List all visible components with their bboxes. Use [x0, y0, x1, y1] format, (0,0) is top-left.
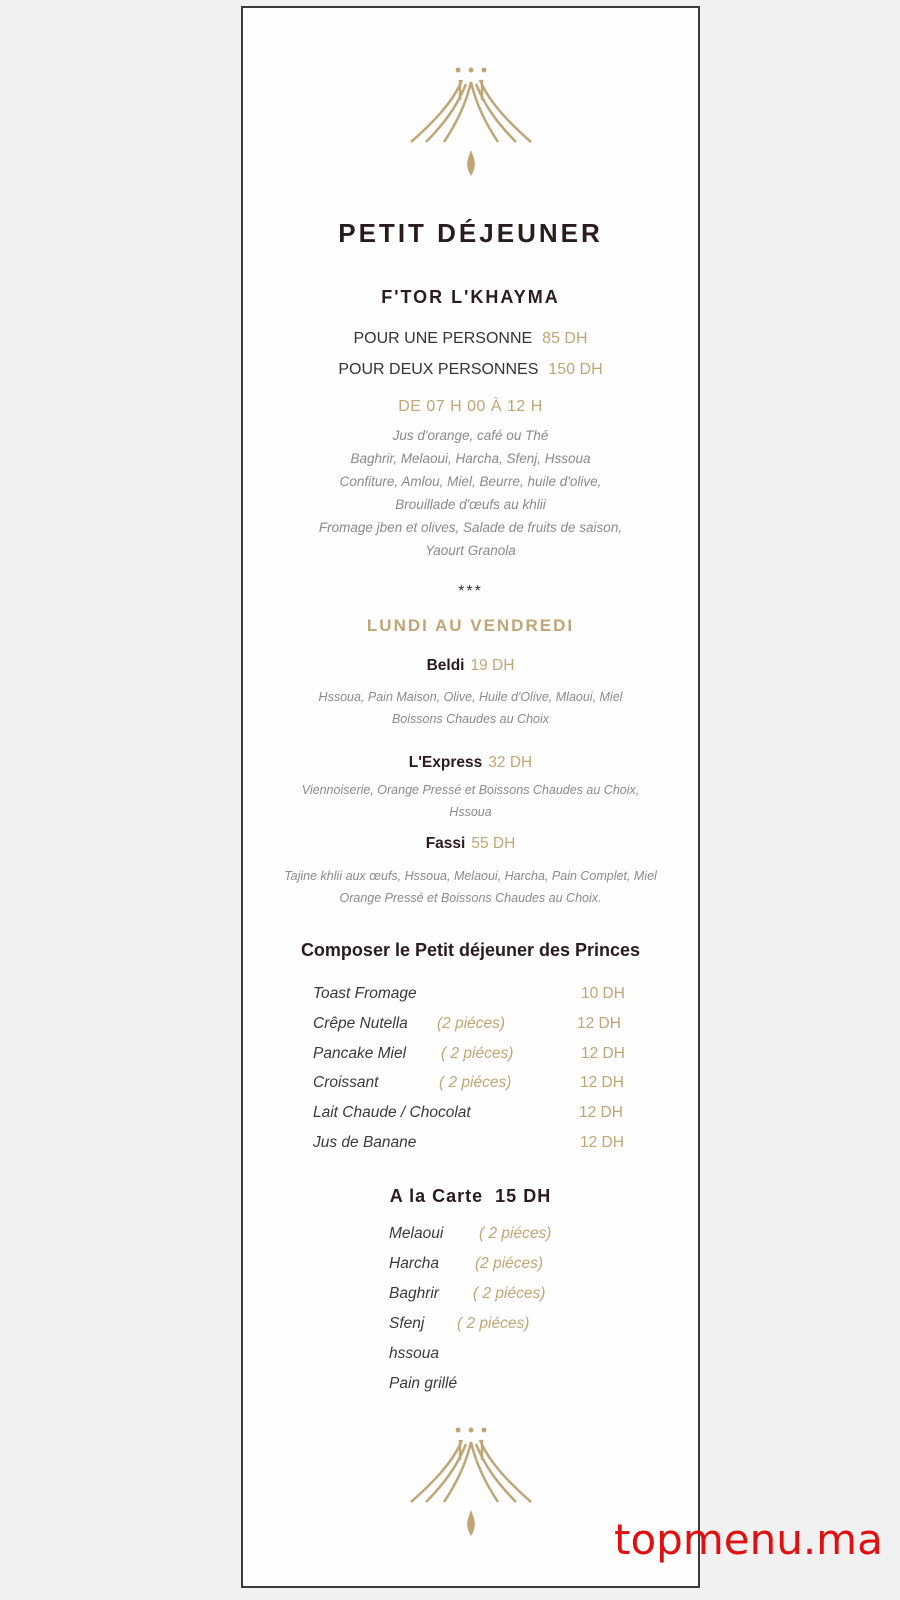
- desc-line: Hssoua, Pain Maison, Olive, Huile d'Olive, Mlaoui, Miel: [318, 690, 623, 704]
- item-beldi: [243, 657, 698, 675]
- item-price: 32 DH: [488, 754, 533, 771]
- item-fassi-desc: [243, 865, 698, 909]
- carte-heading: [243, 1186, 698, 1207]
- desc-line: Yaourt Granola: [425, 543, 516, 558]
- option-price: 150 DH: [548, 361, 603, 378]
- separator: ***: [458, 583, 483, 600]
- carte-title: A la Carte: [389, 1186, 484, 1206]
- carte-item-name: Harcha: [389, 1255, 439, 1272]
- item-beldi-desc: [243, 686, 698, 730]
- princes-item-price: 12 DH: [579, 1104, 623, 1121]
- desc-line: Tajine khlii aux œufs, Hssoua, Melaoui, Harcha, Pain Complet, Miel: [284, 869, 657, 883]
- princes-item-name: Pancake Miel: [313, 1045, 407, 1062]
- princes-item-pieces: ( 2 piéces): [439, 1074, 512, 1091]
- carte-item-name: Melaoui: [389, 1225, 444, 1242]
- item-name: L'Express: [408, 754, 483, 771]
- ftor-option-double: [243, 361, 698, 379]
- desc-line: Baghrir, Melaoui, Harcha, Sfenj, Hssoua: [350, 451, 591, 466]
- desc-line: Orange Pressé et Boissons Chaudes au Choix.: [339, 891, 602, 905]
- ftor-heading: F'TOR L'KHAYMA: [381, 287, 560, 307]
- princes-item-name: Jus de Banane: [313, 1134, 417, 1151]
- watermark-text: topmenu.ma: [614, 1515, 883, 1564]
- carte-item-pieces: ( 2 piéces): [479, 1225, 552, 1242]
- carte-item-name: hssoua: [389, 1345, 439, 1362]
- carte-item-name: Pain grillé: [389, 1375, 458, 1392]
- carte-price: 15 DH: [495, 1186, 552, 1206]
- princes-item-name: Crêpe Nutella: [313, 1015, 408, 1032]
- princes-item-price: 12 DH: [580, 1074, 624, 1091]
- desc-line: Brouillade d'œufs au khlii: [395, 497, 546, 512]
- princes-item-price: 12 DH: [577, 1015, 621, 1032]
- desc-line: Hssoua: [449, 805, 492, 819]
- weekday-heading: LUNDI AU VENDREDI: [366, 616, 575, 635]
- desc-line: Fromage jben et olives, Salade de fruits de saison,: [318, 520, 623, 535]
- desc-line: Confiture, Amlou, Miel, Beurre, huile d'olive,: [339, 474, 602, 489]
- princes-heading: Composer le Petit déjeuner des Princes: [300, 940, 641, 960]
- ftor-option-single: [243, 330, 698, 348]
- princes-item-price: 10 DH: [581, 985, 625, 1002]
- ftor-hours: DE 07 H 00 À 12 H: [398, 398, 543, 415]
- princes-item-price: 12 DH: [581, 1045, 625, 1062]
- carte-item-pieces: ( 2 piéces): [457, 1315, 530, 1332]
- ftor-description: [243, 424, 698, 562]
- item-express-desc: [243, 779, 698, 823]
- menu-page: [241, 6, 700, 1588]
- item-name: Beldi: [426, 657, 465, 674]
- desc-line: Jus d'orange, café ou Thé: [392, 428, 549, 443]
- item-express: [243, 754, 698, 772]
- item-fassi: [243, 835, 698, 853]
- princes-item-price: 12 DH: [580, 1134, 624, 1151]
- carte-item-name: Sfenj: [389, 1315, 425, 1332]
- carte-item-name: Baghrir: [389, 1285, 439, 1302]
- desc-line: Viennoiserie, Orange Pressé et Boissons Chaudes au Choix,: [301, 783, 640, 797]
- desc-line: Boissons Chaudes au Choix: [391, 712, 550, 726]
- princes-item-pieces: ( 2 piéces): [441, 1045, 514, 1062]
- princes-item-name: Toast Fromage: [313, 985, 417, 1002]
- princes-item-name: Lait Chaude / Chocolat: [313, 1104, 471, 1121]
- option-label: POUR DEUX PERSONNES: [338, 361, 539, 378]
- crown-logo-icon: [406, 60, 536, 180]
- item-name: Fassi: [425, 835, 466, 852]
- option-label: POUR UNE PERSONNE: [353, 330, 533, 347]
- princes-item-name: Croissant: [313, 1074, 379, 1091]
- carte-item-pieces: ( 2 piéces): [473, 1285, 546, 1302]
- carte-item-pieces: (2 piéces): [475, 1255, 544, 1272]
- menu-title: PETIT DÉJEUNER: [338, 218, 603, 248]
- crown-logo-icon: [406, 1420, 536, 1540]
- item-price: 55 DH: [471, 835, 516, 852]
- princes-item-pieces: (2 piéces): [437, 1015, 506, 1032]
- item-price: 19 DH: [470, 657, 515, 674]
- option-price: 85 DH: [542, 330, 588, 347]
